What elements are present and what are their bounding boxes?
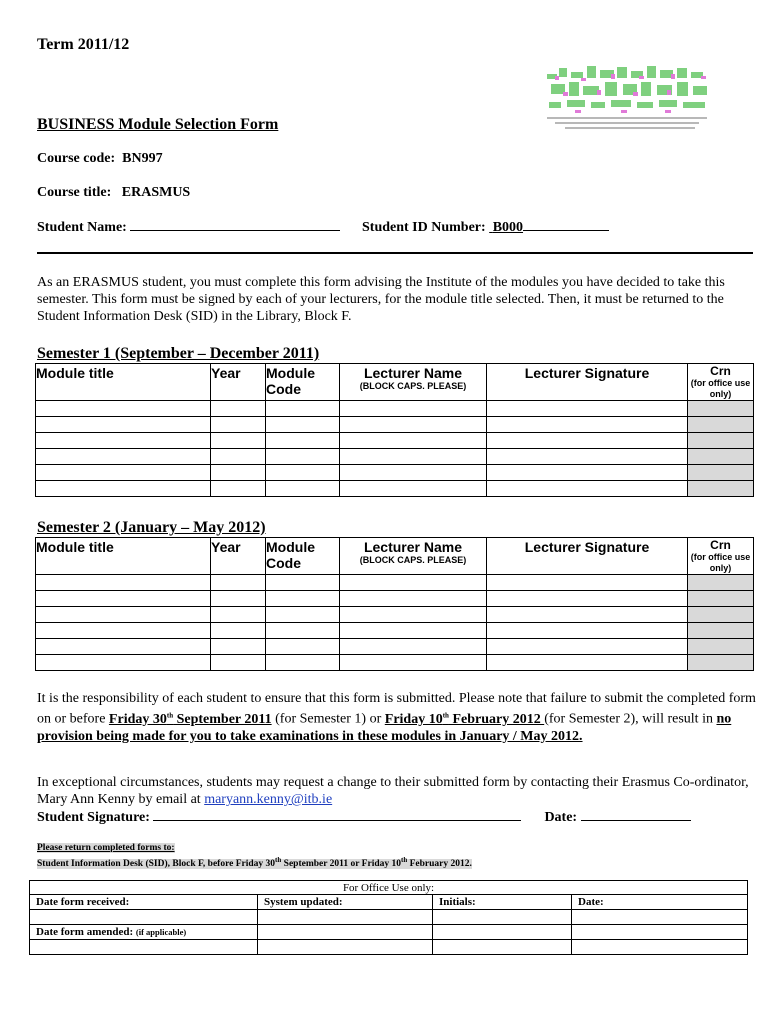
table-row	[36, 575, 754, 591]
lecturer-name-cell[interactable]	[340, 481, 487, 497]
module-code-cell[interactable]	[266, 575, 340, 591]
module-code-cell[interactable]	[266, 433, 340, 449]
lecturer-name-cell[interactable]	[340, 433, 487, 449]
header-module-title: Module title	[36, 365, 114, 381]
initials-label: Initials:	[433, 895, 572, 910]
module-title-cell[interactable]	[36, 481, 211, 497]
signature-date-label: Date:	[544, 810, 578, 825]
module-title-cell[interactable]	[36, 449, 211, 465]
office-date-label: Date:	[572, 895, 748, 910]
lecturer-name-cell[interactable]	[340, 417, 487, 433]
semester2-title: Semester 2 (January – May 2012)	[37, 519, 266, 536]
crn-cell	[688, 401, 754, 417]
header-lecturer-name: Lecturer Name	[363, 365, 463, 381]
module-code-cell[interactable]	[266, 607, 340, 623]
year-cell[interactable]	[211, 465, 266, 481]
module-title-cell[interactable]	[36, 607, 211, 623]
lecturer-signature-cell[interactable]	[487, 449, 688, 465]
module-title-cell[interactable]	[36, 655, 211, 671]
header-lecturer-name-sub: (BLOCK CAPS. PLEASE)	[359, 555, 467, 565]
year-cell[interactable]	[211, 449, 266, 465]
student-id-label: Student ID Number:	[362, 220, 486, 235]
module-title-cell[interactable]	[36, 591, 211, 607]
table-row	[36, 465, 754, 481]
module-title-cell[interactable]	[36, 639, 211, 655]
module-code-cell[interactable]	[266, 639, 340, 655]
module-code-cell[interactable]	[266, 465, 340, 481]
return-note	[37, 842, 472, 870]
crn-cell	[688, 607, 754, 623]
table-row	[36, 607, 754, 623]
lecturer-name-cell[interactable]	[340, 449, 487, 465]
lecturer-name-cell[interactable]	[340, 655, 487, 671]
module-title-cell[interactable]	[36, 623, 211, 639]
course-code-row	[37, 151, 163, 167]
lecturer-signature-cell[interactable]	[487, 401, 688, 417]
crn-cell	[688, 623, 754, 639]
office-use-caption: For Office Use only:	[30, 881, 748, 895]
header-crn-sub: (for office use only)	[690, 378, 751, 399]
table-row	[36, 639, 754, 655]
course-title-row	[37, 185, 190, 201]
lecturer-signature-cell[interactable]	[487, 607, 688, 623]
year-cell[interactable]	[211, 401, 266, 417]
table-row	[36, 401, 754, 417]
office-use-table	[29, 880, 748, 955]
module-title-cell[interactable]	[36, 465, 211, 481]
institute-logo	[545, 62, 713, 132]
module-code-cell[interactable]	[266, 655, 340, 671]
office-cell[interactable]	[258, 940, 433, 955]
system-updated-label: System updated:	[258, 895, 433, 910]
exceptional-paragraph	[37, 774, 757, 808]
date-received-label: Date form received:	[30, 895, 258, 910]
office-cell[interactable]	[572, 910, 748, 925]
exam-warning: no provision being made for you to take examinations in these modules in January / May 2012.	[37, 711, 732, 744]
lecturer-signature-cell[interactable]	[487, 655, 688, 671]
date-amended-label: Date form amended: (if applicable)	[30, 925, 258, 940]
lecturer-signature-cell[interactable]	[487, 465, 688, 481]
office-cell[interactable]	[433, 925, 572, 940]
lecturer-name-cell[interactable]	[340, 575, 487, 591]
crn-cell	[688, 575, 754, 591]
crn-cell	[688, 433, 754, 449]
module-code-cell[interactable]	[266, 481, 340, 497]
module-code-cell[interactable]	[266, 591, 340, 607]
table-row	[36, 449, 754, 465]
student-signature-label: Student Signature:	[37, 810, 150, 825]
module-title-cell[interactable]	[36, 401, 211, 417]
lecturer-signature-cell[interactable]	[487, 417, 688, 433]
table-row	[36, 623, 754, 639]
responsibility-text-3: (for Semester 2), will result in	[544, 711, 717, 727]
lecturer-signature-cell[interactable]	[487, 433, 688, 449]
lecturer-signature-cell[interactable]	[487, 623, 688, 639]
student-id-prefix: B000	[492, 220, 524, 235]
intro-paragraph: As an ERASMUS student, you must complete this form advising the Institute of the modules you have decided to take this semester. This form must be signed by each of your lecturers, for the module title selected. Then, it must be returned to the Student Information Desk (SID) in the Library, Block F.	[37, 275, 725, 324]
student-name-label: Student Name:	[37, 220, 127, 235]
responsibility-text-1: It is the responsibility of each student to ensure that this form is submitted. Please note that failure to submit the completed form on or before	[37, 691, 756, 727]
signature-date-field[interactable]	[581, 808, 691, 821]
student-id-field[interactable]	[489, 220, 609, 235]
course-code-label: Course code:	[37, 151, 116, 166]
year-cell[interactable]	[211, 623, 266, 639]
header-year: Year	[211, 365, 241, 381]
header-lecturer-name: Lecturer Name	[363, 539, 463, 555]
year-cell[interactable]	[211, 575, 266, 591]
lecturer-signature-cell[interactable]	[487, 575, 688, 591]
module-title-cell[interactable]	[36, 433, 211, 449]
office-cell[interactable]	[572, 940, 748, 955]
lecturer-signature-cell[interactable]	[487, 591, 688, 607]
lecturer-signature-cell[interactable]	[487, 639, 688, 655]
student-name-row	[37, 218, 340, 236]
lecturer-name-cell[interactable]	[340, 591, 487, 607]
header-lecturer-signature: Lecturer Signature	[524, 539, 650, 555]
table-header-row	[36, 364, 754, 401]
table-row	[36, 433, 754, 449]
office-cell[interactable]	[433, 940, 572, 955]
header-divider	[37, 252, 753, 254]
lecturer-name-cell[interactable]	[340, 623, 487, 639]
header-year: Year	[211, 539, 241, 555]
student-id-row	[362, 218, 609, 236]
signature-row	[37, 808, 753, 826]
term-label: Term 2011/12	[37, 36, 130, 53]
office-cell[interactable]	[258, 910, 433, 925]
table-row	[36, 481, 754, 497]
year-cell[interactable]	[211, 481, 266, 497]
year-cell[interactable]	[211, 433, 266, 449]
coordinator-email-link[interactable]: maryann.kenny@itb.ie	[204, 792, 333, 807]
office-cell[interactable]	[30, 940, 258, 955]
module-title-cell[interactable]	[36, 417, 211, 433]
form-title: BUSINESS Module Selection Form	[37, 116, 279, 133]
return-note-details: Student Information Desk (SID), Block F, before Friday 30th September 2011 or Friday 10th February 2012.	[37, 856, 472, 870]
year-cell[interactable]	[211, 591, 266, 607]
year-cell[interactable]	[211, 607, 266, 623]
student-name-field[interactable]	[130, 218, 340, 231]
module-code-cell[interactable]	[266, 623, 340, 639]
header-crn: Crn	[710, 538, 731, 552]
office-cell[interactable]	[572, 925, 748, 940]
semester1-deadline: Friday 30th September 2011	[108, 711, 272, 727]
semester1-title: Semester 1 (September – December 2011)	[37, 345, 320, 362]
crn-cell	[688, 639, 754, 655]
student-signature-field[interactable]	[153, 808, 521, 821]
module-code-cell[interactable]	[266, 417, 340, 433]
header-lecturer-name-sub: (BLOCK CAPS. PLEASE)	[359, 381, 467, 391]
crn-cell	[688, 449, 754, 465]
header-module-title: Module title	[36, 539, 114, 555]
responsibility-text-2: (for Semester 1) or	[271, 711, 385, 727]
year-cell[interactable]	[211, 639, 266, 655]
office-cell[interactable]	[30, 910, 258, 925]
course-title-label: Course title:	[37, 185, 112, 200]
module-title-cell[interactable]	[36, 575, 211, 591]
module-code-cell[interactable]	[266, 401, 340, 417]
crn-cell	[688, 591, 754, 607]
return-note-heading: Please return completed forms to:	[37, 843, 175, 853]
header-module-code: Module Code	[266, 539, 315, 571]
crn-cell	[688, 655, 754, 671]
crn-cell	[688, 465, 754, 481]
office-cell[interactable]	[433, 910, 572, 925]
header-lecturer-signature: Lecturer Signature	[524, 365, 650, 381]
lecturer-signature-cell[interactable]	[487, 481, 688, 497]
table-header-row	[36, 538, 754, 575]
semester2-deadline: Friday 10th February 2012	[384, 711, 545, 727]
header-crn-sub: (for office use only)	[690, 552, 751, 573]
semester1-table	[35, 363, 754, 497]
lecturer-name-cell[interactable]	[340, 465, 487, 481]
crn-cell	[688, 417, 754, 433]
lecturer-name-cell[interactable]	[340, 607, 487, 623]
table-row	[36, 417, 754, 433]
module-code-cell[interactable]	[266, 449, 340, 465]
table-row	[36, 591, 754, 607]
course-code-value: BN997	[122, 151, 163, 166]
lecturer-name-cell[interactable]	[340, 401, 487, 417]
semester2-table	[35, 537, 754, 671]
table-row	[36, 655, 754, 671]
responsibility-paragraph	[37, 690, 757, 745]
year-cell[interactable]	[211, 417, 266, 433]
course-title-value: ERASMUS	[121, 185, 191, 200]
lecturer-name-cell[interactable]	[340, 639, 487, 655]
year-cell[interactable]	[211, 655, 266, 671]
crn-cell	[688, 481, 754, 497]
header-module-code: Module Code	[266, 365, 315, 397]
header-crn: Crn	[710, 364, 731, 378]
office-cell[interactable]	[258, 925, 433, 940]
exceptional-text: In exceptional circumstances, students may request a change to their submitted form by contacting their Erasmus Co-ordinator, Mary Ann Kenny by email at	[37, 775, 749, 807]
